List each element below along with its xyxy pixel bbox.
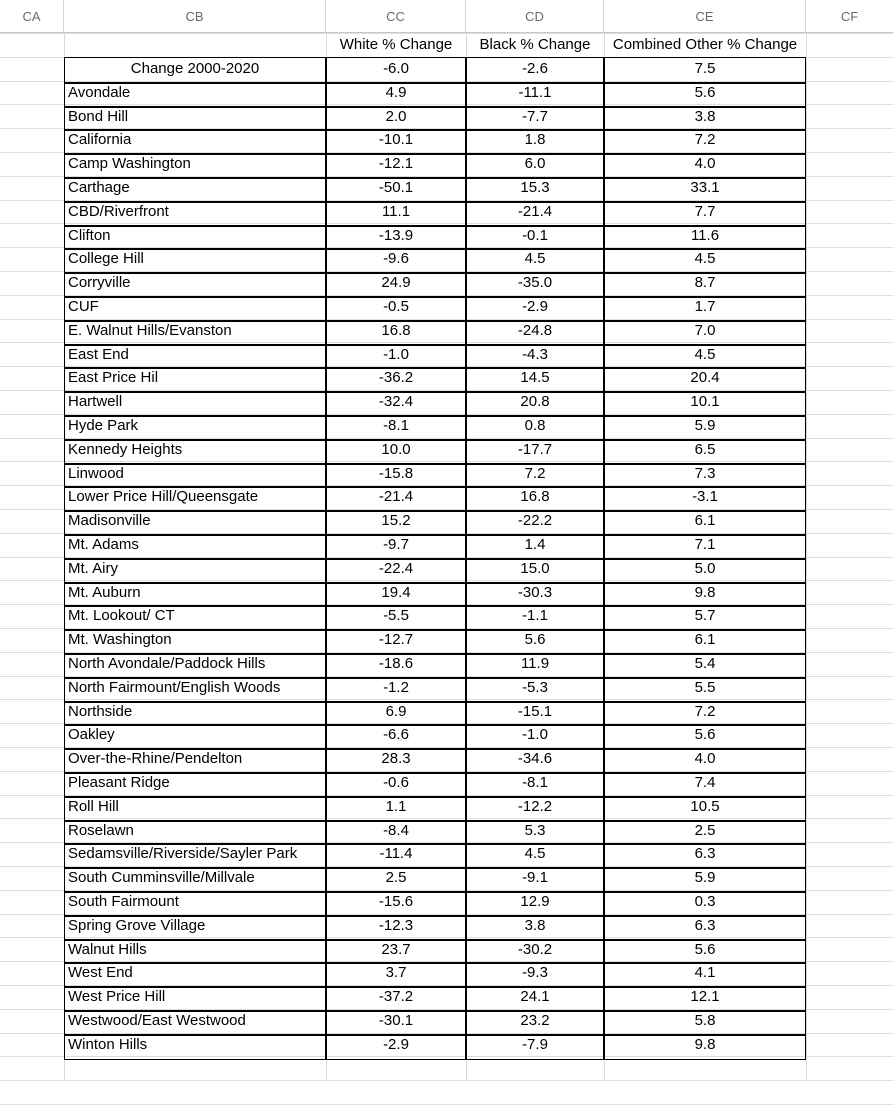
neighborhood-cell[interactable]: Madisonville: [68, 512, 151, 529]
neighborhood-cell[interactable]: Camp Washington: [68, 155, 191, 172]
other-change-cell[interactable]: 5.9: [694, 869, 716, 886]
white-change-cell[interactable]: -37.2: [378, 988, 414, 1005]
black-change-cell[interactable]: 6.0: [524, 155, 546, 172]
white-change-cell[interactable]: -36.2: [378, 369, 414, 386]
other-change-cell[interactable]: 20.4: [690, 369, 720, 386]
neighborhood-cell[interactable]: Change 2000-2020: [130, 60, 260, 77]
neighborhood-cell[interactable]: Kennedy Heights: [68, 441, 183, 458]
neighborhood-cell[interactable]: Clifton: [68, 227, 111, 244]
white-change-cell[interactable]: -5.5: [383, 607, 409, 624]
white-change-cell[interactable]: -1.0: [383, 346, 409, 363]
black-change-cell[interactable]: 15.3: [520, 179, 550, 196]
other-change-cell[interactable]: 6.5: [694, 441, 716, 458]
white-change-cell[interactable]: -15.8: [378, 465, 414, 482]
neighborhood-cell[interactable]: Over-the-Rhine/Pendelton: [68, 750, 243, 767]
black-change-cell[interactable]: 4.5: [524, 845, 546, 862]
neighborhood-cell[interactable]: Northside: [68, 703, 133, 720]
neighborhood-cell[interactable]: Mt. Adams: [68, 536, 139, 553]
neighborhood-cell[interactable]: West End: [68, 964, 133, 981]
other-change-cell[interactable]: 6.1: [694, 631, 716, 648]
other-change-cell[interactable]: 10.1: [690, 393, 720, 410]
neighborhood-cell[interactable]: Winton Hills: [68, 1036, 148, 1053]
black-change-cell[interactable]: -22.2: [517, 512, 553, 529]
white-change-cell[interactable]: -13.9: [378, 227, 414, 244]
column-header-ca[interactable]: CA: [0, 0, 64, 32]
white-change-cell[interactable]: -50.1: [378, 179, 414, 196]
spreadsheet-grid[interactable]: [0, 33, 893, 1080]
black-change-cell[interactable]: -30.2: [517, 941, 553, 958]
other-change-cell[interactable]: 5.0: [694, 560, 716, 577]
white-change-cell[interactable]: -18.6: [378, 655, 414, 672]
black-change-cell[interactable]: -7.7: [522, 108, 548, 125]
white-change-cell[interactable]: 3.7: [385, 964, 407, 981]
neighborhood-cell[interactable]: Bond Hill: [68, 108, 129, 125]
other-change-cell[interactable]: 5.5: [694, 679, 716, 696]
other-change-cell[interactable]: 8.7: [694, 274, 716, 291]
other-change-cell[interactable]: 4.0: [694, 750, 716, 767]
white-change-cell[interactable]: -8.1: [383, 417, 409, 434]
other-change-cell[interactable]: 7.2: [694, 703, 716, 720]
white-change-cell[interactable]: -22.4: [378, 560, 414, 577]
other-change-cell[interactable]: 0.3: [694, 893, 716, 910]
neighborhood-cell[interactable]: Walnut Hills: [68, 941, 147, 958]
neighborhood-cell[interactable]: Spring Grove Village: [68, 917, 206, 934]
other-change-cell[interactable]: 10.5: [690, 798, 720, 815]
other-change-cell[interactable]: 4.1: [694, 964, 716, 981]
black-change-cell[interactable]: -5.3: [522, 679, 548, 696]
neighborhood-cell[interactable]: Hyde Park: [68, 417, 139, 434]
black-change-cell[interactable]: -35.0: [517, 274, 553, 291]
neighborhood-cell[interactable]: Sedamsville/Riverside/Sayler Park: [68, 845, 298, 862]
black-change-cell[interactable]: 3.8: [524, 917, 546, 934]
header-white-pct-change[interactable]: White % Change: [339, 36, 453, 53]
gridline-horizontal: [0, 1080, 893, 1081]
white-change-cell[interactable]: -12.3: [378, 917, 414, 934]
neighborhood-cell[interactable]: North Fairmount/English Woods: [68, 679, 281, 696]
black-change-cell[interactable]: 4.5: [524, 250, 546, 267]
other-change-cell[interactable]: 7.5: [694, 60, 716, 77]
neighborhood-cell[interactable]: Mt. Auburn: [68, 584, 141, 601]
other-change-cell[interactable]: 7.0: [694, 322, 716, 339]
white-change-cell[interactable]: 15.2: [381, 512, 411, 529]
black-change-cell[interactable]: -30.3: [517, 584, 553, 601]
other-change-cell[interactable]: 1.7: [694, 298, 716, 315]
black-change-cell[interactable]: 24.1: [520, 988, 550, 1005]
black-change-cell[interactable]: -2.6: [522, 60, 548, 77]
black-change-cell[interactable]: -21.4: [517, 203, 553, 220]
black-change-cell[interactable]: 14.5: [520, 369, 550, 386]
white-change-cell[interactable]: 16.8: [381, 322, 411, 339]
black-change-cell[interactable]: 0.8: [524, 417, 546, 434]
black-change-cell[interactable]: -4.3: [522, 346, 548, 363]
other-change-cell[interactable]: 5.8: [694, 1012, 716, 1029]
black-change-cell[interactable]: 1.4: [524, 536, 546, 553]
other-change-cell[interactable]: 5.6: [694, 84, 716, 101]
header-other-pct-change[interactable]: Combined Other % Change: [612, 36, 798, 53]
other-change-cell[interactable]: 9.8: [694, 1036, 716, 1053]
neighborhood-cell[interactable]: South Cumminsville/Millvale: [68, 869, 255, 886]
white-change-cell[interactable]: 10.0: [381, 441, 411, 458]
white-change-cell[interactable]: -21.4: [378, 488, 414, 505]
white-change-cell[interactable]: -12.1: [378, 155, 414, 172]
other-change-cell[interactable]: 4.5: [694, 250, 716, 267]
white-change-cell[interactable]: -15.6: [378, 893, 414, 910]
black-change-cell[interactable]: -9.1: [522, 869, 548, 886]
neighborhood-cell[interactable]: South Fairmount: [68, 893, 179, 910]
neighborhood-cell[interactable]: E. Walnut Hills/Evanston: [68, 322, 232, 339]
black-change-cell[interactable]: -34.6: [517, 750, 553, 767]
other-change-cell[interactable]: 7.1: [694, 536, 716, 553]
neighborhood-cell[interactable]: Linwood: [68, 465, 124, 482]
other-change-cell[interactable]: 33.1: [690, 179, 720, 196]
black-change-cell[interactable]: -11.1: [518, 84, 552, 101]
neighborhood-cell[interactable]: Lower Price Hill/Queensgate: [68, 488, 259, 505]
other-change-cell[interactable]: 7.3: [694, 465, 716, 482]
neighborhood-cell[interactable]: Corryville: [68, 274, 131, 291]
neighborhood-cell[interactable]: Avondale: [68, 84, 131, 101]
neighborhood-cell[interactable]: Hartwell: [68, 393, 123, 410]
other-change-cell[interactable]: 6.1: [694, 512, 716, 529]
neighborhood-cell[interactable]: Mt. Lookout/ CT: [68, 607, 175, 624]
other-change-cell[interactable]: 7.7: [694, 203, 716, 220]
other-change-cell[interactable]: 12.1: [690, 988, 720, 1005]
other-change-cell[interactable]: 2.5: [694, 822, 716, 839]
white-change-cell[interactable]: -0.5: [383, 298, 409, 315]
black-change-cell[interactable]: -1.1: [522, 607, 548, 624]
neighborhood-cell[interactable]: CUF: [68, 298, 99, 315]
other-change-cell[interactable]: 5.9: [694, 417, 716, 434]
black-change-cell[interactable]: 5.3: [524, 822, 546, 839]
black-change-cell[interactable]: -9.3: [522, 964, 548, 981]
black-change-cell[interactable]: -8.1: [522, 774, 548, 791]
black-change-cell[interactable]: 5.6: [524, 631, 546, 648]
column-header-cb[interactable]: CB: [64, 0, 326, 32]
other-change-cell[interactable]: 5.7: [694, 607, 716, 624]
black-change-cell[interactable]: -1.0: [522, 726, 548, 743]
white-change-cell[interactable]: -0.6: [383, 774, 409, 791]
white-change-cell[interactable]: -1.2: [383, 679, 409, 696]
other-change-cell[interactable]: 7.4: [694, 774, 716, 791]
black-change-cell[interactable]: -2.9: [522, 298, 548, 315]
neighborhood-cell[interactable]: Mt. Washington: [68, 631, 172, 648]
neighborhood-cell[interactable]: North Avondale/Paddock Hills: [68, 655, 266, 672]
neighborhood-cell[interactable]: Westwood/East Westwood: [68, 1012, 246, 1029]
neighborhood-cell[interactable]: Roll Hill: [68, 798, 119, 815]
white-change-cell[interactable]: -32.4: [378, 393, 414, 410]
neighborhood-cell[interactable]: CBD/Riverfront: [68, 203, 169, 220]
black-change-cell[interactable]: 11.9: [520, 655, 550, 672]
black-change-cell[interactable]: 12.9: [520, 893, 550, 910]
other-change-cell[interactable]: 7.2: [694, 131, 716, 148]
other-change-cell[interactable]: 5.6: [694, 941, 716, 958]
neighborhood-cell[interactable]: West Price Hill: [68, 988, 166, 1005]
column-header-bar: [0, 0, 893, 33]
white-change-cell[interactable]: -30.1: [378, 1012, 414, 1029]
other-change-cell[interactable]: 6.3: [694, 917, 716, 934]
column-header-cd[interactable]: CD: [466, 0, 604, 32]
white-change-cell[interactable]: -2.9: [383, 1036, 409, 1053]
other-change-cell[interactable]: 4.0: [694, 155, 716, 172]
neighborhood-cell[interactable]: Roselawn: [68, 822, 134, 839]
black-change-cell[interactable]: -15.1: [517, 703, 553, 720]
black-change-cell[interactable]: 23.2: [520, 1012, 550, 1029]
other-change-cell[interactable]: -3.1: [692, 488, 718, 505]
white-change-cell[interactable]: 6.9: [385, 703, 407, 720]
column-header-cf[interactable]: CF: [840, 9, 859, 24]
black-change-cell[interactable]: 1.8: [524, 131, 546, 148]
black-change-cell[interactable]: 15.0: [520, 560, 550, 577]
white-change-cell[interactable]: 28.3: [381, 750, 411, 767]
black-change-cell[interactable]: -17.7: [517, 441, 553, 458]
neighborhood-cell[interactable]: Mt. Airy: [68, 560, 119, 577]
other-change-cell[interactable]: 3.8: [694, 108, 716, 125]
neighborhood-cell[interactable]: College Hill: [68, 250, 144, 267]
black-change-cell[interactable]: -0.1: [522, 227, 548, 244]
white-change-cell[interactable]: -10.1: [378, 131, 414, 148]
white-change-cell[interactable]: -6.0: [383, 60, 409, 77]
other-change-cell[interactable]: 5.6: [694, 726, 716, 743]
white-change-cell[interactable]: -8.4: [383, 822, 409, 839]
white-change-cell[interactable]: -9.6: [383, 250, 409, 267]
black-change-cell[interactable]: -12.2: [517, 798, 553, 815]
other-change-cell[interactable]: 6.3: [694, 845, 716, 862]
other-change-cell[interactable]: 4.5: [694, 346, 716, 363]
neighborhood-cell[interactable]: East End: [68, 346, 129, 363]
white-change-cell[interactable]: -12.7: [378, 631, 414, 648]
white-change-cell[interactable]: -9.7: [383, 536, 409, 553]
white-change-cell[interactable]: 11.1: [381, 203, 411, 220]
other-change-cell[interactable]: 5.4: [694, 655, 716, 672]
neighborhood-cell[interactable]: Oakley: [68, 726, 115, 743]
neighborhood-cell[interactable]: East Price Hil: [68, 369, 159, 386]
white-change-cell[interactable]: 2.0: [385, 108, 407, 125]
white-change-cell[interactable]: 23.7: [381, 941, 411, 958]
neighborhood-cell[interactable]: California: [68, 131, 132, 148]
other-change-cell[interactable]: 11.6: [690, 227, 720, 244]
white-change-cell[interactable]: -6.6: [383, 726, 409, 743]
other-change-cell[interactable]: 9.8: [694, 584, 716, 601]
white-change-cell[interactable]: 1.1: [385, 798, 407, 815]
white-change-cell[interactable]: -11.4: [379, 845, 413, 862]
black-change-cell[interactable]: 20.8: [520, 393, 550, 410]
black-change-cell[interactable]: 16.8: [520, 488, 550, 505]
neighborhood-cell[interactable]: Pleasant Ridge: [68, 774, 170, 791]
header-black-pct-change[interactable]: Black % Change: [479, 36, 591, 53]
column-header-ce[interactable]: CE: [604, 0, 806, 32]
neighborhood-cell[interactable]: Carthage: [68, 179, 130, 196]
white-change-cell[interactable]: 24.9: [381, 274, 411, 291]
black-change-cell[interactable]: -24.8: [517, 322, 553, 339]
white-change-cell[interactable]: 4.9: [385, 84, 407, 101]
white-change-cell[interactable]: 19.4: [381, 584, 411, 601]
column-header-cc[interactable]: CC: [326, 0, 466, 32]
black-change-cell[interactable]: 7.2: [524, 465, 546, 482]
black-change-cell[interactable]: -7.9: [522, 1036, 548, 1053]
gridline-horizontal: [0, 1056, 893, 1057]
white-change-cell[interactable]: 2.5: [385, 869, 407, 886]
